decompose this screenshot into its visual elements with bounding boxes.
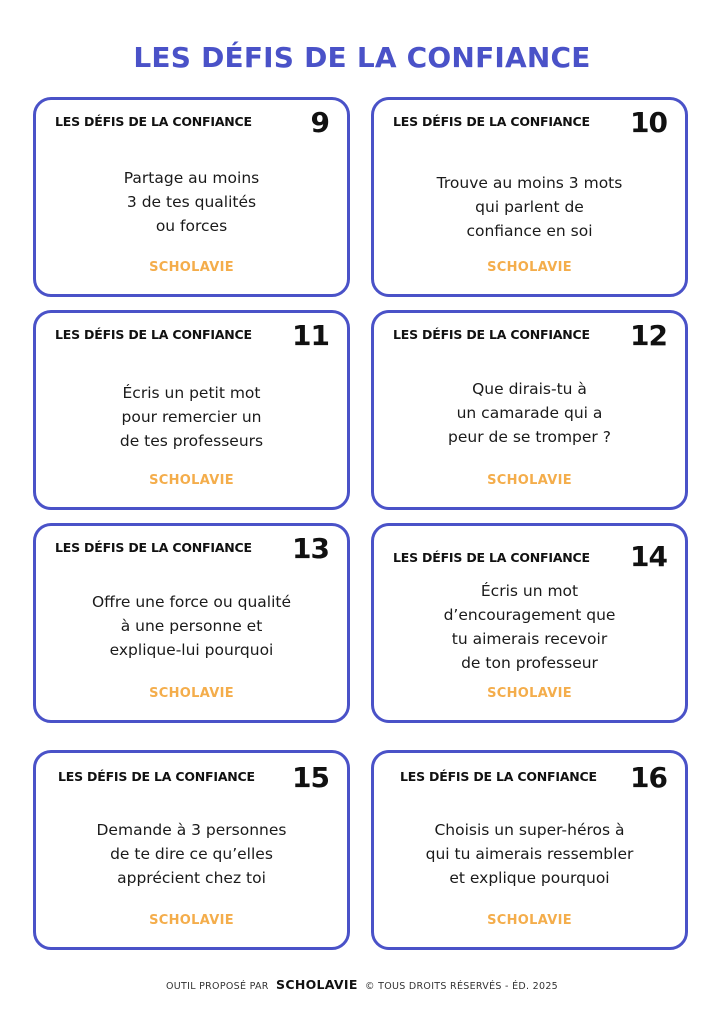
card-text-line: Choisis un super-héros à [434,821,625,839]
card-header: LES DÉFIS DE LA CONFIANCE [393,327,590,342]
card-header: LES DÉFIS DE LA CONFIANCE [393,114,590,129]
scholavie-logo: SCHOLAVIE [149,686,234,701]
card-text-line: qui tu aimerais ressembler [425,845,634,863]
card-text-line: à une personne et [120,617,263,635]
footer [0,977,724,992]
card-text-line: de te dire ce qu’elles [110,845,273,863]
card-text-line: apprécient chez toi [117,869,266,887]
challenge-card-14 [371,523,688,723]
challenge-card-16 [371,750,688,950]
challenge-card-15 [33,750,350,950]
card-text-line: qui parlent de [475,198,584,216]
card-number: 13 [292,532,329,565]
card-text-line: et explique pourquoi [449,869,610,887]
card-text [384,171,675,243]
card-text [384,818,675,890]
challenge-card-12 [371,310,688,510]
card-text-line: Que dirais-tu à [472,380,587,398]
scholavie-logo: SCHOLAVIE [487,686,572,701]
card-text-line: Demande à 3 personnes [96,821,287,839]
card-text-line: Écris un petit mot [122,384,261,402]
card-text-line: Écris un mot [480,582,579,600]
card-header: LES DÉFIS DE LA CONFIANCE [55,327,252,342]
card-header: LES DÉFIS DE LA CONFIANCE [55,114,252,129]
footer-prefix: OUTIL PROPOSÉ PAR [165,981,269,992]
card-number: 9 [310,106,329,139]
challenge-card-13 [33,523,350,723]
card-header: LES DÉFIS DE LA CONFIANCE [55,540,252,555]
page-title: LES DÉFIS DE LA CONFIANCE [133,41,591,74]
card-text-line: Trouve au moins 3 mots [436,174,623,192]
footer-copyright: © TOUS DROITS RÉSERVÉS - ÉD. 2025 [365,981,559,992]
card-number: 15 [292,761,329,794]
scholavie-logo: SCHOLAVIE [487,913,572,928]
card-header: LES DÉFIS DE LA CONFIANCE [58,769,255,784]
card-text-line: Partage au moins [123,169,260,187]
card-number: 11 [292,319,329,352]
card-text-line: confiance en soi [466,222,593,240]
challenge-card-11 [33,310,350,510]
challenge-card-10 [371,97,688,297]
footer-scholavie-logo: SCHOLAVIE [276,977,358,992]
card-text [384,377,675,449]
scholavie-logo: SCHOLAVIE [149,473,234,488]
card-text [46,590,337,662]
card-text-line: d’encouragement que [443,606,616,624]
card-number: 14 [630,540,667,573]
card-number: 10 [630,106,667,139]
card-text-line: ou forces [155,217,228,235]
card-text-line: de tes professeurs [119,432,264,450]
scholavie-logo: SCHOLAVIE [149,913,234,928]
card-text-line: pour remercier un [121,408,262,426]
scholavie-logo: SCHOLAVIE [487,260,572,275]
challenge-card-9 [33,97,350,297]
card-text [46,381,337,453]
card-text [46,166,337,238]
card-text-line: Offre une force ou qualité [91,593,292,611]
card-header: LES DÉFIS DE LA CONFIANCE [393,550,590,565]
card-text [384,579,675,675]
card-text-line: peur de se tromper ? [448,428,611,446]
scholavie-logo: SCHOLAVIE [149,260,234,275]
card-text-line: de ton professeur [461,654,598,672]
card-number: 16 [630,761,667,794]
card-text-line: tu aimerais recevoir [451,630,608,648]
card-text-line: 3 de tes qualités [126,193,257,211]
card-number: 12 [630,319,667,352]
card-text-line: explique-lui pourquoi [109,641,274,659]
scholavie-logo: SCHOLAVIE [487,473,572,488]
card-header: LES DÉFIS DE LA CONFIANCE [400,769,597,784]
card-text [46,818,337,890]
card-text-line: un camarade qui a [456,404,603,422]
